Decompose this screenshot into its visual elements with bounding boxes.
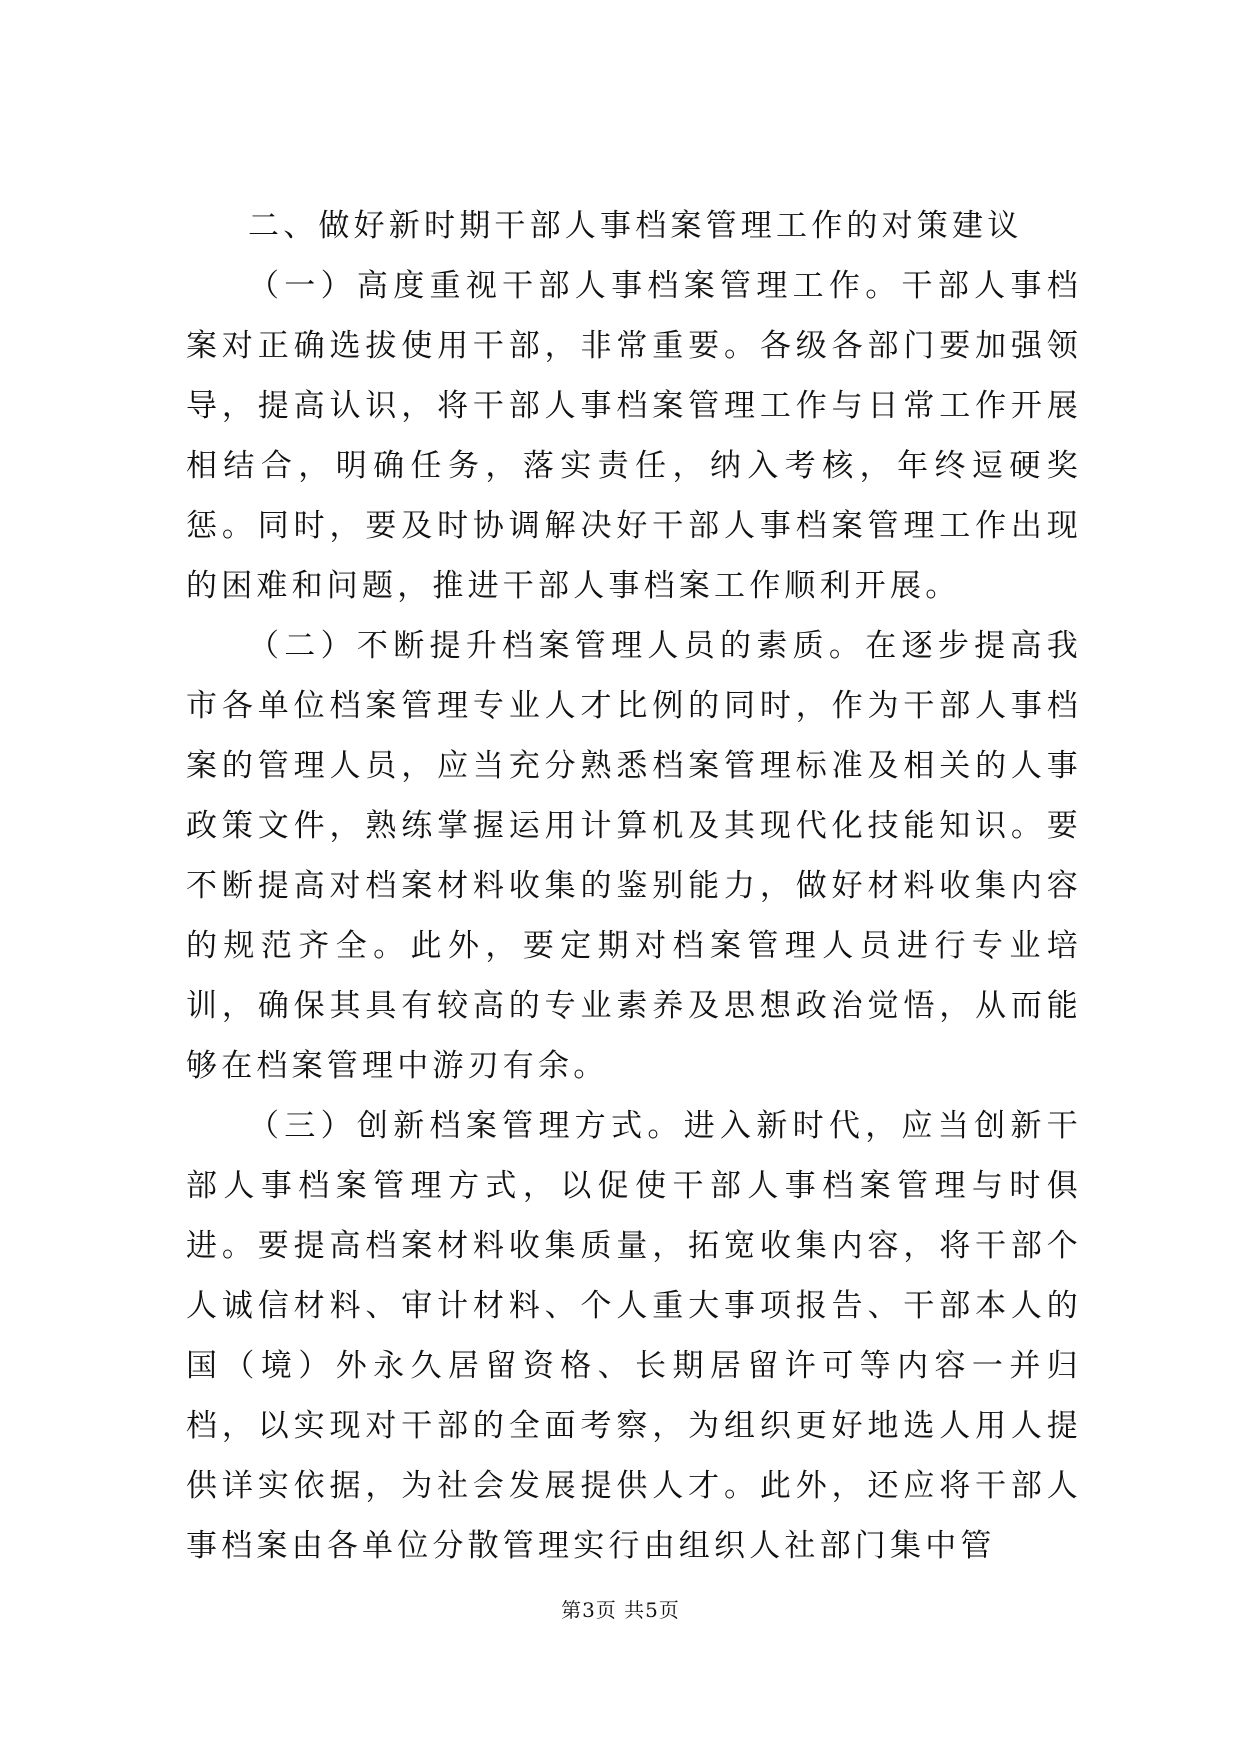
section-heading: 二、做好新时期干部人事档案管理工作的对策建议 [248,208,1023,244]
paragraph-2: （二）不断提升档案管理人员的素质。在逐步提高我市各单位档案管理专业人才比例的同时，作为干部人事档案的管理人员，应当充分熟悉档案管理标准及相关的人事政策文件，熟练掌握运用计算机及其现代化技能知识。要不断提高对档案材料收集的鉴别能力，做好材料收集内容的规范齐全。此外，要定期对档案管理人员进行专业培训，确保其具有较高的专业素养及思想政治觉悟，从而能够在档案管理中游刃有余。 [186,628,1082,1084]
document-body [186,196,1082,1576]
page-number-footer: 第3页 共5页 [561,1598,680,1622]
paragraph-3: （三）创新档案管理方式。进入新时代，应当创新干部人事档案管理方式，以促使干部人事档案管理与时俱进。要提高档案材料收集质量，拓宽收集内容，将干部个人诚信材料、审计材料、个人重大事项报告、干部本人的国（境）外永久居留资格、长期居留许可等内容一并归档，以实现对干部的全面考察，为组织更好地选人用人提供详实依据，为社会发展提供人才。此外，还应将干部人事档案由各单位分散管理实行由组织人社部门集中管 [186,1108,1082,1564]
paragraph-1: （一）高度重视干部人事档案管理工作。干部人事档案对正确选拔使用干部，非常重要。各级各部门要加强领导，提高认识，将干部人事档案管理工作与日常工作开展相结合，明确任务，落实责任，纳入考核，年终逗硬奖惩。同时，要及时协调解决好干部人事档案管理工作出现的困难和问题，推进干部人事档案工作顺利开展。 [186,268,1082,604]
